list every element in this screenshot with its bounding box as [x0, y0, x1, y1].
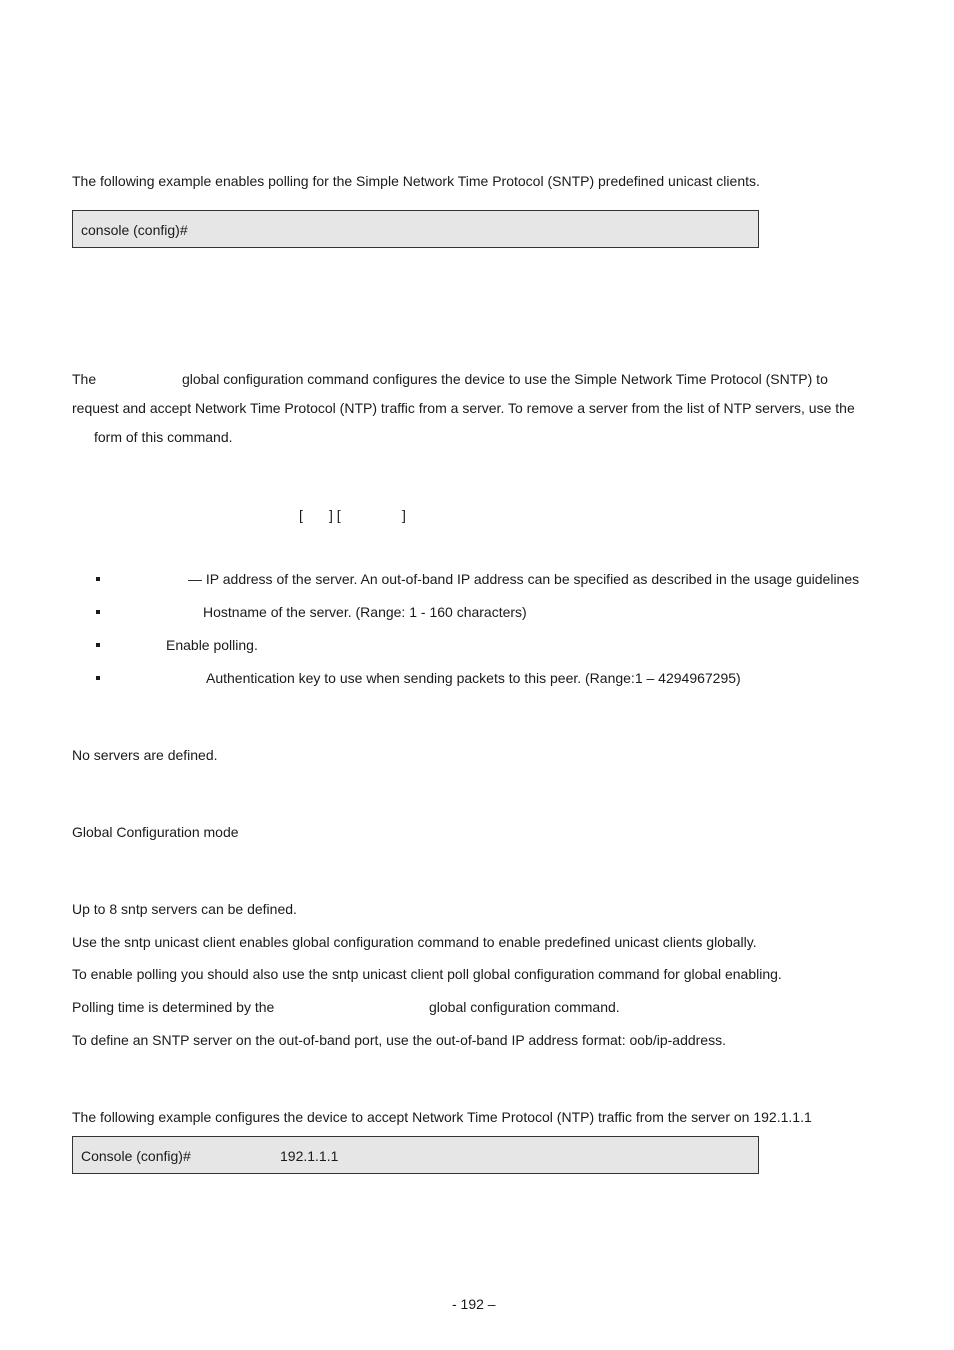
parameter-item: Authentication key to use when sending packets to this peer. (Range:1 – 4294967295) — [206, 670, 741, 686]
code-prompt: Console (config)# — [81, 1148, 191, 1164]
syntax-bracket-open: [ — [299, 507, 303, 523]
mode-text: Global Configuration mode — [72, 824, 239, 840]
code-prompt: console (config)# — [81, 222, 188, 238]
guideline-line-suffix: global configuration command. — [429, 999, 620, 1015]
description-line-1: global configuration command configures the device to use the Simple Network Time Protocol (SNTP) to — [182, 371, 828, 387]
description-line-1-prefix: The — [72, 371, 97, 387]
syntax-bracket-close: ] — [402, 507, 406, 523]
bullet-icon — [96, 676, 100, 680]
example-intro: The following example enables polling for the Simple Network Time Protocol (SNTP) predefined unicast clients. — [72, 173, 760, 189]
guideline-line: To enable polling you should also use the sntp unicast client poll global configuration command for global enabling. — [72, 966, 782, 982]
description-line-3: form of this command. — [94, 429, 233, 445]
guideline-line: Use the sntp unicast client enables global configuration command to enable predefined unicast clients globally. — [72, 934, 757, 950]
parameter-item: Hostname of the server. (Range: 1 - 160 characters) — [203, 604, 527, 620]
page-number: - 192 – — [452, 1296, 496, 1312]
bullet-icon — [96, 643, 100, 647]
guideline-line-prefix: Polling time is determined by the — [72, 999, 275, 1015]
description-line-2: request and accept Network Time Protocol (NTP) traffic from a server. To remove a server from the list of NTP servers, use the — [72, 400, 855, 416]
default-text: No servers are defined. — [72, 747, 218, 763]
example-intro: The following example configures the device to accept Network Time Protocol (NTP) traffic from the server on 192.1.1.1 — [72, 1109, 812, 1125]
bullet-icon — [96, 577, 100, 581]
syntax-bracket-middle: ] [ — [329, 507, 341, 523]
parameter-item: Enable polling. — [166, 637, 258, 653]
code-example-box — [72, 1136, 759, 1174]
guideline-line: To define an SNTP server on the out-of-band port, use the out-of-band IP address format: oob/ip-address. — [72, 1032, 726, 1048]
guideline-line: Up to 8 sntp servers can be defined. — [72, 901, 297, 917]
parameter-item: — IP address of the server. An out-of-band IP address can be specified as described in the usage guidelines — [188, 571, 860, 587]
code-ip-address: 192.1.1.1 — [280, 1148, 339, 1164]
code-example-box — [72, 210, 759, 248]
bullet-icon — [96, 610, 100, 614]
